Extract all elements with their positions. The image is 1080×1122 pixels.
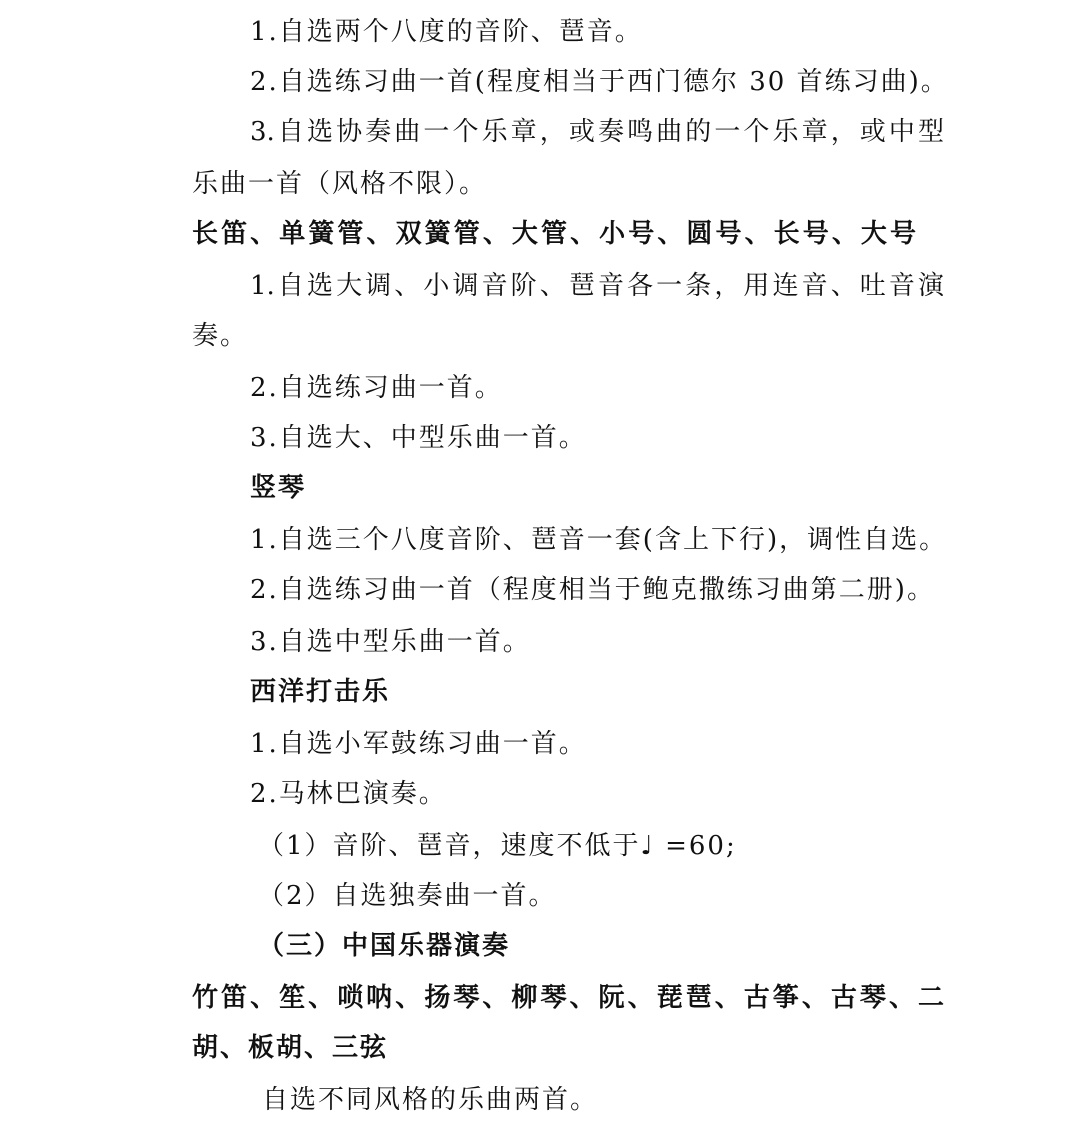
section-heading: 胡、板胡、三弦 bbox=[192, 1033, 389, 1063]
text-line: 3.自选协奏曲一个乐章，或奏鸣曲的一个乐章，或中型 bbox=[250, 117, 944, 147]
text-line: 1.自选两个八度的音阶、琶音。 bbox=[250, 17, 643, 47]
text-line: 1.自选小军鼓练习曲一首。 bbox=[250, 729, 587, 759]
text-line: 2.自选练习曲一首(程度相当于西门德尔 30 首练习曲)。 bbox=[250, 67, 949, 97]
text-line: 1.自选三个八度音阶、琶音一套(含上下行)，调性自选。 bbox=[250, 525, 948, 555]
section-heading: 西洋打击乐 bbox=[250, 677, 391, 707]
text-line: 2.马林巴演奏。 bbox=[250, 779, 447, 809]
text-line: 3.自选中型乐曲一首。 bbox=[250, 627, 531, 657]
text-line: 自选不同风格的乐曲两首。 bbox=[262, 1085, 599, 1115]
text-line: （2）自选独奏曲一首。 bbox=[258, 881, 557, 911]
text-line: 乐曲一首（风格不限）。 bbox=[192, 169, 488, 199]
section-heading: 竖琴 bbox=[250, 473, 307, 503]
text-line: 1.自选大调、小调音阶、琶音各一条，用连音、吐音演 bbox=[250, 271, 944, 301]
text-line: 3.自选大、中型乐曲一首。 bbox=[250, 423, 587, 453]
text-line: （1）音阶、琶音，速度不低于♩ =60; bbox=[258, 831, 737, 861]
section-heading: 长笛、单簧管、双簧管、大管、小号、圆号、长号、大号 bbox=[192, 219, 916, 249]
text-line: 2.自选练习曲一首（程度相当于鲍克撒练习曲第二册)。 bbox=[250, 575, 935, 605]
section-heading: 竹笛、笙、唢呐、扬琴、柳琴、阮、琵琶、古筝、古琴、二 bbox=[192, 983, 944, 1013]
text-line: 奏。 bbox=[192, 321, 249, 351]
section-heading: （三）中国乐器演奏 bbox=[258, 931, 511, 961]
text-line: 2.自选练习曲一首。 bbox=[250, 373, 503, 403]
